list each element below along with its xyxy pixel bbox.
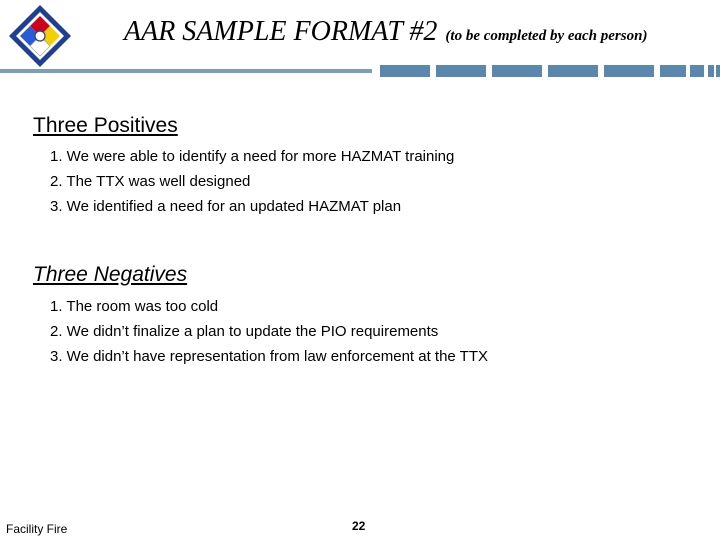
hazmat-diamond-badge-icon [8, 4, 72, 68]
title-subtitle: (to be completed by each person) [445, 28, 648, 44]
negative-item: 3. We didn’t have representation from law enforcement at the TTX [50, 348, 489, 365]
page-number: 22 [352, 519, 366, 533]
title-main: AAR SAMPLE FORMAT #2 [124, 16, 438, 47]
footer-org-label: Facility Fire [6, 522, 68, 536]
positive-item: 1. We were able to identify a need for more HAZMAT training [50, 148, 455, 165]
slide-title [124, 16, 647, 48]
negatives-heading: Three Negatives [33, 263, 188, 286]
positive-item: 2. The TTX was well designed [50, 173, 251, 190]
header-divider-bar [0, 65, 720, 77]
positive-item: 3. We identified a need for an updated HAZMAT plan [50, 198, 402, 215]
positives-heading: Three Positives [33, 114, 178, 137]
negative-item: 1. The room was too cold [50, 298, 219, 315]
negative-item: 2. We didn’t finalize a plan to update the PIO requirements [50, 323, 439, 340]
